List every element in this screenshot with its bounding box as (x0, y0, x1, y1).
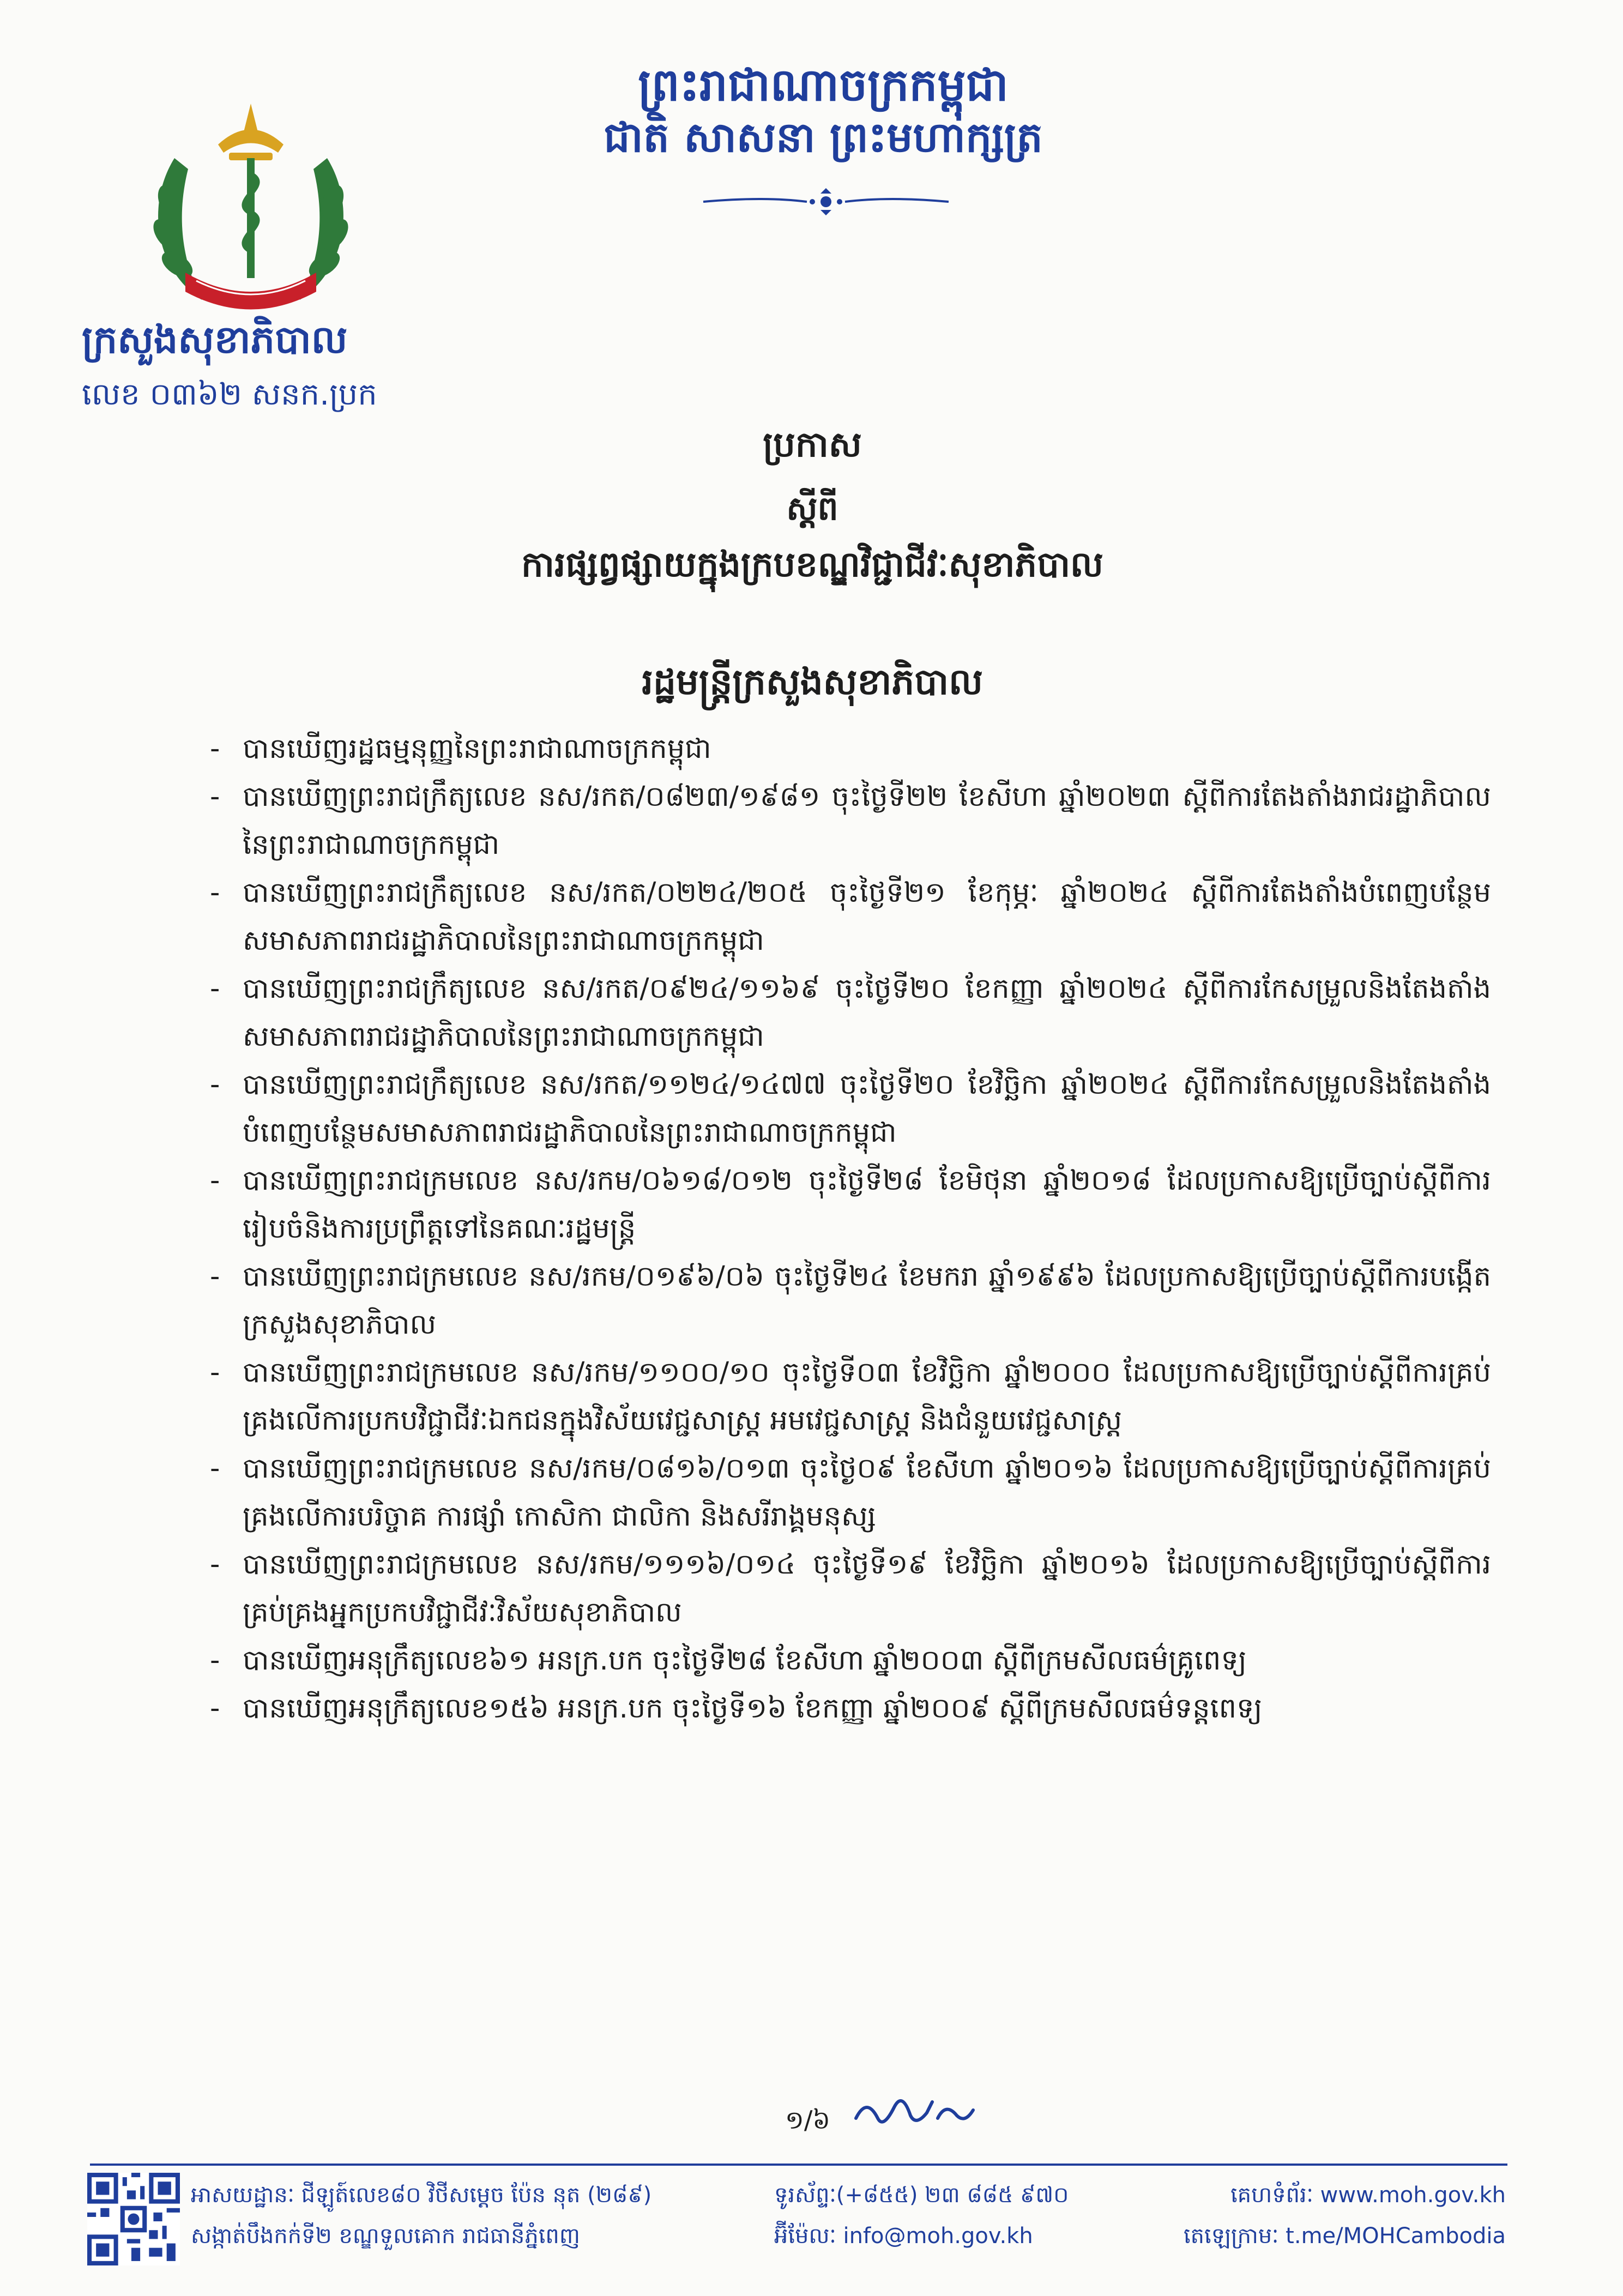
document-subject: ការផ្សព្វផ្សាយក្នុងក្របខណ្ឌវិជ្ជាជីវៈសុខាភិបាល (521, 545, 1103, 585)
qr-code-icon[interactable] (87, 2173, 180, 2265)
legal-basis-list (210, 725, 1491, 1733)
page-number: ១/៦ (785, 2105, 830, 2135)
list-item: - បានឃើញព្រះរាជក្រឹត្យលេខ នស/រកត/០៩២៤/១១៦៩ ចុះថ្ងៃទី២០ ខែកញ្ញា ឆ្នាំ២០២៤ ស្តីពីការកែសម្រួលនិងតែងតាំងសមាសភាពរាជរដ្ឋាភិបាលនៃព្រះរាជាណាចក្រកម្ពុជា (210, 965, 1491, 1061)
footer-email-link[interactable]: អ៊ីម៉ែលៈ info@moh.gov.kh (774, 2223, 1033, 2249)
list-item: - បានឃើញរដ្ឋធម្មនុញ្ញនៃព្រះរាជាណាចក្រកម្ពុជា (210, 725, 1491, 773)
footer-phone: ទូរស័ព្ទៈ(+៨៥៥) ២៣ ៨៨៥ ៩៧០ (774, 2183, 1069, 2208)
list-item: - បានឃើញព្រះរាជក្រឹត្យលេខ នស/រកត/០២២៤/២០៥ ចុះថ្ងៃទី២១ ខែកុម្ភៈ ឆ្នាំ២០២៤ ស្តីពីការតែងតាំងបំពេញបន្ថែមសមាសភាពរាជរដ្ឋាភិបាលនៃព្រះរាជាណាចក្រកម្ពុជា (210, 869, 1491, 965)
kingdom-motto: ជាតិ សាសនា ព្រះមហាក្សត្រ (604, 113, 1043, 161)
kingdom-title: ព្រះរាជាណាចក្រកម្ពុជា (638, 59, 1009, 111)
footer-divider (90, 2164, 1507, 2166)
list-item: - បានឃើញអនុក្រឹត្យលេខ១៥៦ អនក្រ.បក ចុះថ្ងៃទី១៦ ខែកញ្ញា ឆ្នាំ២០០៩ ស្តីពីក្រមសីលធម៌ទន្តពេទ្យ (210, 1685, 1491, 1733)
list-item: - បានឃើញព្រះរាជក្រមលេខ នស/រកម/០៨១៦/០១៣ ចុះថ្ងៃ០៩ ខែសីហា ឆ្នាំ២០១៦ ដែលប្រកាសឱ្យប្រើច្បាប់ស្តីពីការគ្រប់គ្រងលើការបរិច្ចាគ ការផ្សាំ កោសិកា ជាលិកា និងសរីរាង្គមនុស្ស (210, 1445, 1491, 1541)
signatory-title: រដ្ឋមន្ត្រីក្រសួងសុខាភិបាល (642, 661, 983, 703)
list-item: - បានឃើញព្រះរាជក្រមលេខ នស/រកម/១១១៦/០១៤ ចុះថ្ងៃទី១៩ ខែវិច្ឆិកា ឆ្នាំ២០១៦ ដែលប្រកាសឱ្យប្រើច្បាប់ស្តីពីការគ្រប់គ្រងអ្នកប្រកបវិជ្ជាជីវៈវិស័យសុខាភិបាល (210, 1541, 1491, 1637)
footer-telegram-link[interactable]: តេឡេក្រាមៈ t.me/MOHCambodia (1183, 2223, 1506, 2249)
footer-address-line2: សង្កាត់បឹងកក់ទី២ ខណ្ឌទួលគោក រាជធានីភ្នំពេញ (191, 2223, 580, 2249)
list-item: - បានឃើញព្រះរាជក្រមលេខ នស/រកម/០៦១៨/០១២ ចុះថ្ងៃទី២៨ ខែមិថុនា ឆ្នាំ២០១៨ ដែលប្រកាសឱ្យប្រើច្បាប់ស្តីពីការរៀបចំនិងការប្រព្រឹត្តទៅនៃគណៈរដ្ឋមន្ត្រី (210, 1157, 1491, 1253)
document-type: ប្រកាស (763, 425, 862, 465)
ministry-emblem-icon (136, 93, 365, 333)
document-about: ស្តីពី (786, 490, 838, 528)
list-item: - បានឃើញព្រះរាជក្រមលេខ នស/រកម/០១៩៦/០៦ ចុះថ្ងៃទី២៤ ខែមករា ឆ្នាំ១៩៩៦ ដែលប្រកាសឱ្យប្រើច្បាប់ស្តីពីការបង្កើតក្រសួងសុខាភិបាល (210, 1253, 1491, 1349)
list-item: - បានឃើញអនុក្រឹត្យលេខ៦១ អនក្រ.បក ចុះថ្ងៃទី២៨ ខែសីហា ឆ្នាំ២០០៣ ស្តីពីក្រមសីលធម៌គ្រូពេទ្យ (210, 1637, 1491, 1685)
list-item: - បានឃើញព្រះរាជក្រមលេខ នស/រកម/១១០០/១០ ចុះថ្ងៃទី០៣ ខែវិច្ឆិកា ឆ្នាំ២០០០ ដែលប្រកាសឱ្យប្រើច្បាប់ស្តីពីការគ្រប់គ្រងលើការប្រកបវិជ្ជាជីវៈឯកជនក្នុងវិស័យវេជ្ជសាស្ត្រ អមវេជ្ជសាស្ត្រ និងជំនួយវេជ្ជសាស្ត្រ (210, 1349, 1491, 1445)
ornament-divider-icon (698, 185, 954, 218)
footer-website-link[interactable]: គេហទំព័រៈ www.moh.gov.kh (1230, 2183, 1506, 2208)
footer-address-line1: អាសយដ្ឋានៈ ជីឡូត៍លេខ៨០ វិថីសម្តេច ប៉ែន នុត (២៨៩) (191, 2183, 652, 2208)
reference-number: លេខ ០៣៦២ សនក.ប្រក (82, 377, 377, 412)
ministry-name: ក្រសួងសុខាភិបាល (82, 317, 348, 362)
handwritten-initials (850, 2086, 976, 2135)
list-item: - បានឃើញព្រះរាជក្រឹត្យលេខ នស/រកត/០៨២៣/១៩៨១ ចុះថ្ងៃទី២២ ខែសីហា ឆ្នាំ២០២៣ ស្តីពីការតែងតាំងរាជរដ្ឋាភិបាលនៃព្រះរាជាណាចក្រកម្ពុជា (210, 773, 1491, 869)
list-item: - បានឃើញព្រះរាជក្រឹត្យលេខ នស/រកត/១១២៤/១៤៧៧ ចុះថ្ងៃទី២០ ខែវិច្ឆិកា ឆ្នាំ២០២៤ ស្តីពីការកែសម្រួលនិងតែងតាំងបំពេញបន្ថែមសមាសភាពរាជរដ្ឋាភិបាលនៃព្រះរាជាណាចក្រកម្ពុជា (210, 1061, 1491, 1157)
